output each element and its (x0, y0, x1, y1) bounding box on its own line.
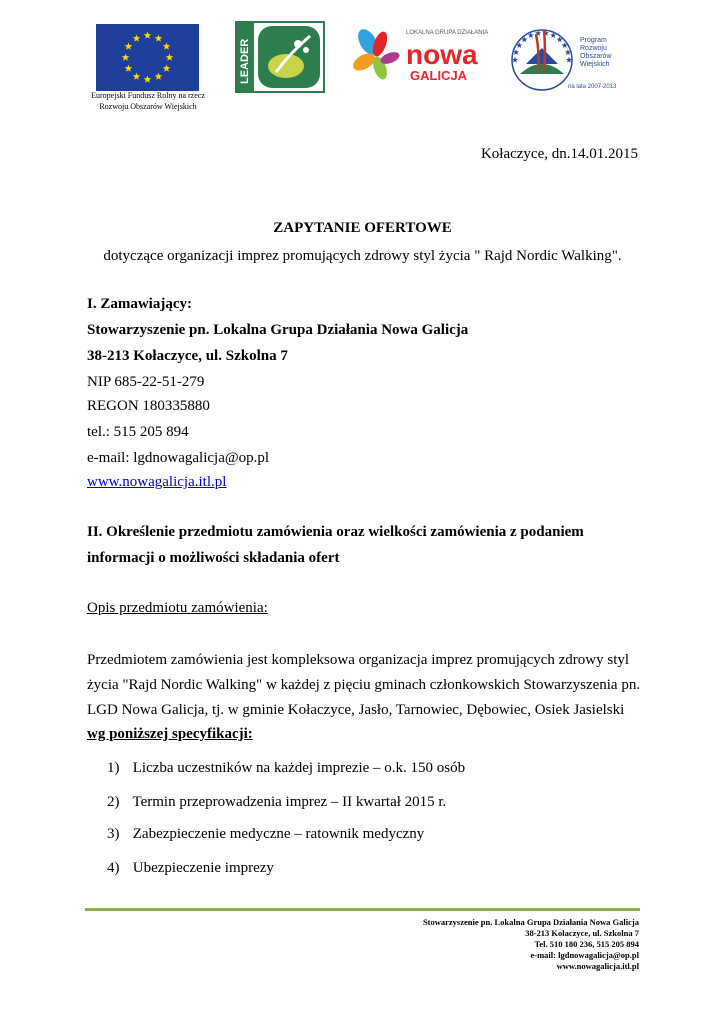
list-number: 1) (107, 760, 120, 776)
footer-line: www.nowagalicja.itl.pl (556, 961, 639, 971)
nowa-sub-text: GALICJA (410, 68, 468, 83)
eu-flag-logo (96, 24, 199, 91)
document-subtitle: dotyczące organizacji imprez promujących zdrowy styl życia " Rajd Nordic Walking". (103, 248, 622, 264)
list-text: Liczba uczestników na każdej imprezie – o.k. 150 osób (132, 760, 466, 776)
leader-text: LEADER (239, 38, 251, 84)
description-paragraph: Przedmiotem zamówienia jest kompleksowa organizacja imprez promujących zdrowy styl (87, 652, 630, 668)
prow-logo (506, 24, 626, 94)
section2-heading-cont: informacji o możliwości składania ofert (87, 550, 340, 566)
list-number: 2) (107, 794, 120, 810)
spec-list-item (107, 826, 424, 843)
footer-divider (85, 908, 640, 911)
section2-heading: II. Określenie przedmiotu zamówienia oraz wielkości zamówienia z podaniem (87, 524, 584, 540)
eu-caption-line: Europejski Fundusz Rolny na rzecz (91, 91, 205, 100)
footer-line: Stowarzyszenie pn. Lokalna Grupa Działania Nowa Galicja (422, 917, 639, 927)
list-text: Ubezpieczenie imprezy (132, 860, 274, 876)
eu-caption-line: Rozwoju Obszarów Wiejskich (99, 102, 197, 111)
footer-line: Tel. 510 180 236, 515 205 894 (534, 939, 639, 949)
description-paragraph: LGD Nowa Galicja, tj. w gminie Kołaczyce, Jasło, Tarnowiec, Dębowiec, Osiek Jasielski (87, 702, 625, 718)
footer-contact (423, 917, 639, 972)
description-paragraph: życia "Rajd Nordic Walking" w każdej z pięciu gminach członkowskich Stowarzyszenia pn. (87, 677, 641, 693)
nowa-main-text: nowa (406, 39, 478, 70)
prow-text: Rozwoju (580, 45, 607, 52)
orderer-address: 38-213 Kołaczyce, ul. Szkolna 7 (87, 348, 288, 364)
description-heading: Opis przedmiotu zamówienia: (87, 600, 268, 616)
spec-heading: wg poniższej specyfikacji: (87, 726, 253, 742)
list-number: 4) (107, 860, 120, 876)
document-date: Kołaczyce, dn.14.01.2015 (480, 146, 638, 162)
orderer-phone: tel.: 515 205 894 (87, 424, 189, 440)
orderer-name: Stowarzyszenie pn. Lokalna Grupa Działania Nowa Galicja (87, 322, 469, 338)
footer-line: 38-213 Kołaczyce, ul. Szkolna 7 (525, 928, 639, 938)
orderer-website-link[interactable]: www.nowagalicja.itl.pl (87, 474, 227, 490)
orderer-nip: NIP 685-22-51-279 (87, 374, 205, 390)
document-title: ZAPYTANIE OFERTOWE (273, 220, 452, 236)
footer-line: e-mail: lgdnowagalicja@op.pl (530, 950, 639, 960)
nowa-top-text: LOKALNA GRUPA DZIAŁANIA (406, 30, 489, 36)
orderer-email: e-mail: lgdnowagalicja@op.pl (87, 450, 270, 466)
orderer-regon: REGON 180335880 (87, 398, 210, 414)
eu-fund-caption (78, 90, 218, 112)
nowa-galicja-logo (350, 24, 489, 90)
prow-text: Wiejskich (580, 61, 610, 68)
leader-logo (236, 22, 324, 92)
section1-heading: I. Zamawiający: (87, 296, 192, 312)
spec-list-item (107, 794, 446, 811)
prow-text: Program (580, 37, 607, 44)
prow-text: Obszarów (580, 53, 612, 60)
list-number: 3) (107, 826, 120, 842)
header-logos (0, 22, 725, 112)
prow-text: na lata 2007-2013 (568, 84, 617, 90)
list-text: Zabezpieczenie medyczne – ratownik medyczny (132, 826, 425, 842)
spec-list-item (107, 760, 465, 777)
list-text: Termin przeprowadzenia imprez – II kwartał 2015 r. (132, 794, 447, 810)
spec-list-item (107, 860, 274, 877)
